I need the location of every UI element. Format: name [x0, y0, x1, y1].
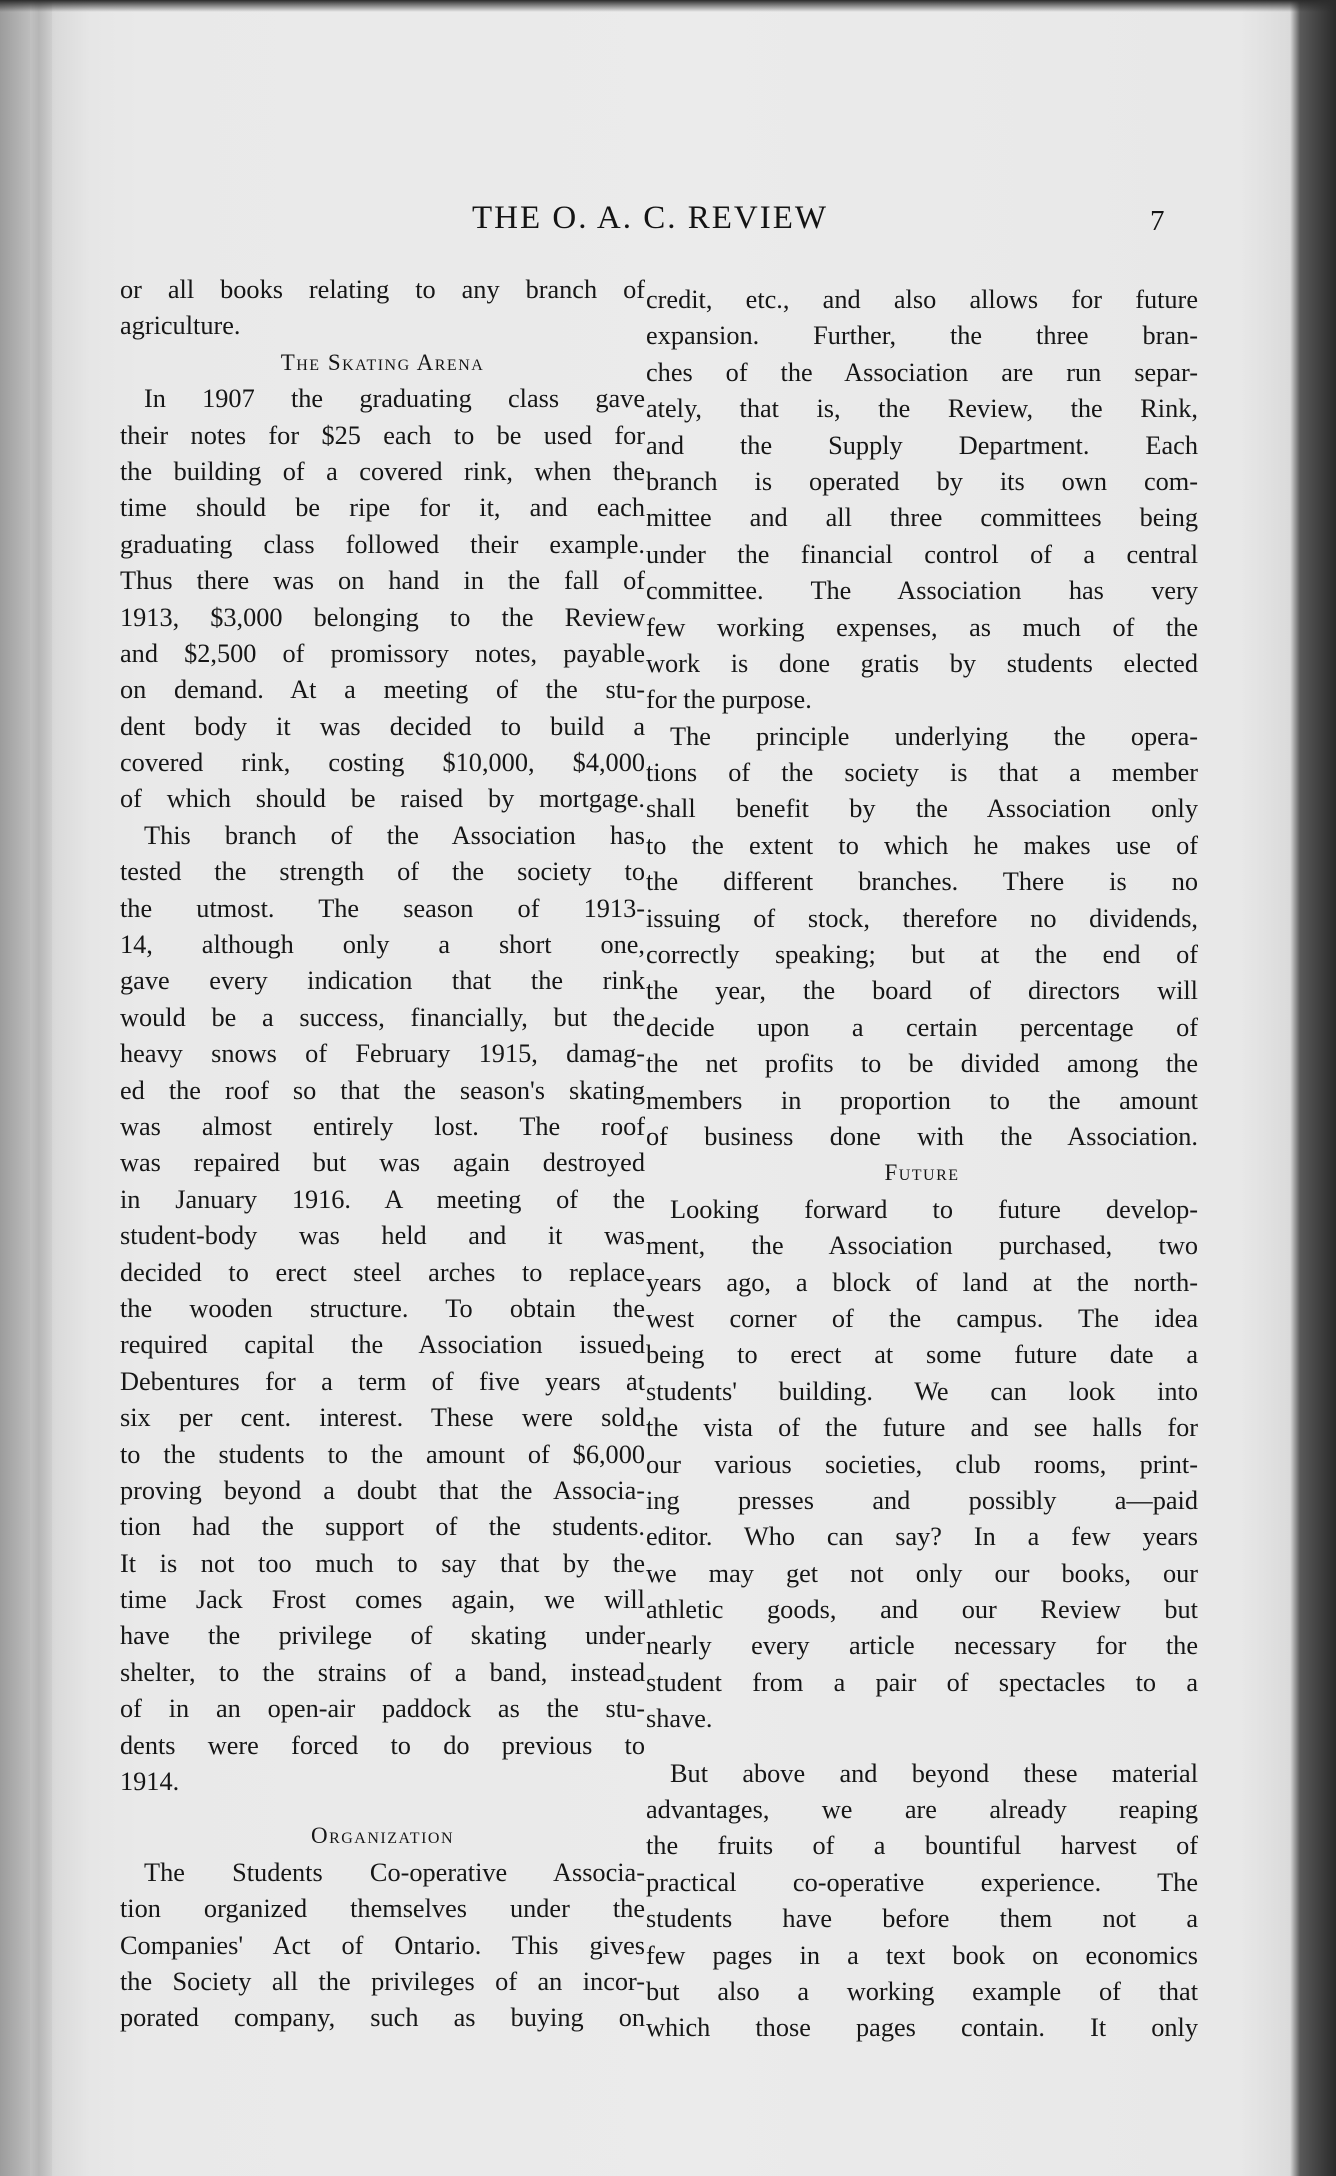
text-line: ing presses and possibly a—paid	[646, 1485, 1198, 1515]
text-line: porated company, such as buying on	[120, 2003, 645, 2033]
text-line: tested the strength of the society to	[120, 857, 645, 887]
text-line: time Jack Frost comes again, we will	[120, 1585, 645, 1615]
text-line: the wooden structure. To obtain the	[120, 1293, 645, 1323]
text-line: and $2,500 of promissory notes, payable	[120, 638, 645, 668]
text-line: branch is operated by its own com-	[646, 466, 1198, 496]
text-line: covered rink, costing $10,000, $4,000	[120, 748, 645, 778]
text-line: 1913, $3,000 belonging to the Review	[120, 602, 645, 632]
left-column	[120, 272, 645, 2037]
text-line: committee. The Association has very	[646, 576, 1198, 606]
text-line: or all books relating to any branch of	[120, 275, 645, 304]
text-line: the year, the board of directors will	[646, 976, 1198, 1006]
text-line: shall benefit by the Association only	[646, 794, 1198, 824]
text-line: for the purpose.	[646, 685, 812, 715]
text-line: Looking forward to future develop-	[670, 1194, 1198, 1224]
page-top-edge	[0, 0, 1336, 12]
text-line: correctly speaking; but at the end of	[646, 940, 1198, 970]
text-line: the net profits to be divided among the	[646, 1049, 1198, 1079]
text-line: Thus there was on hand in the fall of	[120, 566, 645, 596]
text-line: proving beyond a doubt that the Associa-	[120, 1475, 645, 1505]
text-line: decided to erect steel arches to replace	[120, 1257, 645, 1287]
text-line: This branch of the Association has	[144, 820, 645, 850]
text-line: the building of a covered rink, when the	[120, 456, 645, 486]
text-line: ed the roof so that the season's skating	[120, 1075, 645, 1105]
text-line: would be a success, financially, but the	[120, 1002, 645, 1032]
text-line: dent body it was decided to build a	[120, 711, 645, 741]
text-line: Companies' Act of Ontario. This gives	[120, 1930, 645, 1960]
text-line: mittee and all three committees being	[646, 503, 1198, 533]
text-line: shave.	[646, 1704, 713, 1734]
text-line: editor. Who can say? In a few years	[646, 1522, 1198, 1552]
text-line: shelter, to the strains of a band, instead	[120, 1657, 645, 1687]
text-line: student-body was held and it was	[120, 1221, 645, 1251]
text-line: of in an open-air paddock as the stu-	[120, 1694, 645, 1724]
text-line: the vista of the future and see halls for	[646, 1413, 1198, 1443]
text-line: in January 1916. A meeting of the	[120, 1184, 645, 1214]
text-line: few working expenses, as much of the	[646, 612, 1198, 642]
text-line: students' building. We can look into	[646, 1376, 1198, 1406]
text-line: The Students Co-operative Associa-	[144, 1857, 645, 1887]
text-line: and the Supply Department. Each	[646, 430, 1198, 460]
text-line: Debentures for a term of five years at	[120, 1366, 645, 1396]
text-line: But above and beyond these material	[670, 1758, 1198, 1788]
running-header: THE O. A. C. REVIEW	[472, 200, 829, 236]
text-line: their notes for $25 each to be used for	[120, 420, 645, 450]
text-line: student from a pair of spectacles to a	[646, 1667, 1198, 1697]
text-line: have the privilege of skating under	[120, 1621, 645, 1651]
page-spine-shadow	[30, 0, 52, 2176]
text-line: athletic goods, and our Review but	[646, 1595, 1198, 1625]
text-line: advantages, we are already reaping	[646, 1795, 1198, 1825]
paragraph-gap	[120, 1800, 645, 1818]
text-line: which those pages contain. It only	[646, 2013, 1198, 2043]
text-line: the fruits of a bountiful harvest of	[646, 1831, 1198, 1861]
text-line: practical co-operative experience. The	[646, 1867, 1198, 1897]
text-line: our various societies, club rooms, print-	[646, 1449, 1198, 1479]
text-line: tion organized themselves under the	[120, 1894, 645, 1924]
text-line: credit, etc., and also allows for future	[646, 285, 1198, 314]
text-line: expansion. Further, the three bran-	[646, 321, 1198, 351]
text-line: ches of the Association are run separ-	[646, 357, 1198, 387]
text-line: the utmost. The season of 1913-	[120, 893, 645, 923]
text-line: ately, that is, the Review, the Rink,	[646, 394, 1198, 424]
right-column	[646, 282, 1198, 2047]
section-heading: Future	[884, 1160, 960, 1186]
text-line: being to erect at some future date a	[646, 1340, 1198, 1370]
text-line: we may get not only our books, our	[646, 1558, 1198, 1588]
paragraph-gap	[646, 1738, 1198, 1756]
text-line: few pages in a text book on economics	[646, 1940, 1198, 1970]
text-line: gave every indication that the rink	[120, 966, 645, 996]
text-line: to the students to the amount of $6,000	[120, 1439, 645, 1469]
section-heading: The Skating Arena	[280, 349, 485, 375]
text-line: nearly every article necessary for the	[646, 1631, 1198, 1661]
text-line: tions of the society is that a member	[646, 758, 1198, 788]
text-line: heavy snows of February 1915, damag-	[120, 1039, 645, 1069]
text-line: years ago, a block of land at the north-	[646, 1267, 1198, 1297]
text-line: under the financial control of a central	[646, 539, 1198, 569]
text-line: on demand. At a meeting of the stu-	[120, 675, 645, 705]
text-line: was repaired but was again destroyed	[120, 1148, 645, 1178]
text-line: time should be ripe for it, and each	[120, 493, 645, 523]
text-line: graduating class followed their example.	[120, 529, 645, 559]
text-line: issuing of stock, therefore no dividends,	[646, 903, 1198, 933]
text-line: agriculture.	[120, 311, 241, 341]
text-line: In 1907 the graduating class gave	[144, 384, 645, 414]
text-line: of business done with the Association.	[646, 1121, 1198, 1151]
text-line: The principle underlying the opera-	[670, 721, 1198, 751]
text-line: west corner of the campus. The idea	[646, 1303, 1198, 1333]
text-line: of which should be raised by mortgage.	[120, 784, 645, 814]
text-line: It is not too much to say that by the	[120, 1548, 645, 1578]
text-line: required capital the Association issued	[120, 1330, 645, 1360]
text-line: six per cent. interest. These were sold	[120, 1403, 645, 1433]
text-line: tion had the support of the students.	[120, 1512, 645, 1542]
text-line: members in proportion to the amount	[646, 1085, 1198, 1115]
text-line: the different branches. There is no	[646, 867, 1198, 897]
section-heading: Organization	[310, 1823, 455, 1849]
text-line: decide upon a certain percentage of	[646, 1012, 1198, 1042]
text-line: but also a working example of that	[646, 1976, 1198, 2006]
text-line: was almost entirely lost. The roof	[120, 1111, 645, 1141]
text-line: 1914.	[120, 1767, 180, 1797]
text-line: ment, the Association purchased, two	[646, 1231, 1198, 1261]
text-line: work is done gratis by students elected	[646, 648, 1198, 678]
text-line: dents were forced to do previous to	[120, 1730, 645, 1760]
page-number: 7	[1150, 205, 1165, 237]
text-line: the Society all the privileges of an incor-	[120, 1966, 645, 1996]
text-line: students have before them not a	[646, 1904, 1198, 1934]
text-line: 14, although only a short one,	[120, 930, 645, 960]
text-line: to the extent to which he makes use of	[646, 830, 1198, 860]
